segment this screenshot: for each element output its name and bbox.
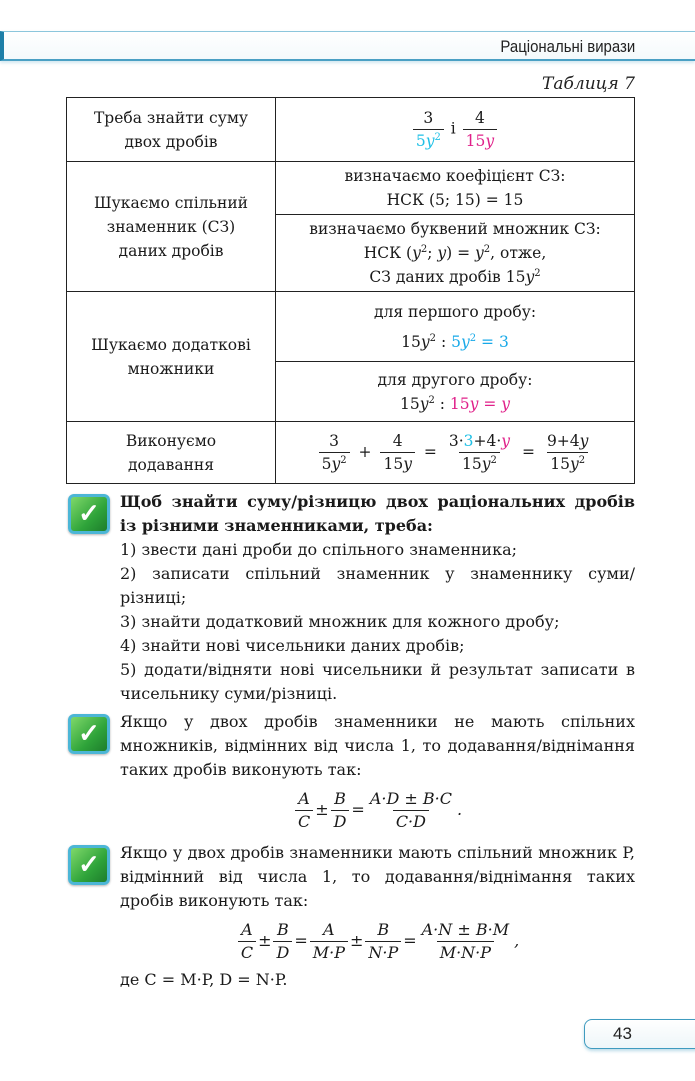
step-line: $15y^2$ : 15y = y (399, 394, 511, 413)
page-number-tab (584, 1019, 695, 1049)
denominator: $15y^2$ (459, 452, 500, 475)
numerator: 3·3+4·y (448, 432, 511, 450)
coef: 5 (415, 132, 426, 150)
var: y (420, 332, 430, 351)
fraction (319, 430, 350, 475)
numerator: 4 (474, 109, 485, 127)
label-line: Шукаємо спільний (94, 193, 248, 212)
text: ; (427, 244, 438, 262)
label-line: додавання (127, 455, 215, 474)
fraction-1 (413, 107, 444, 152)
rule-common-factor-denominators (120, 841, 635, 992)
var: y (525, 268, 535, 286)
exp: 2 (429, 332, 437, 344)
label-line: Виконуємо (125, 431, 217, 450)
row-label (67, 98, 276, 162)
result: y (501, 394, 511, 413)
rule-text: Якщо у двох дробів знаменники не мають спільних множників, відмінних від числа 1, то додавання/віднімання таких дробів виконують так: (120, 712, 635, 779)
label-line: знаменник (СЗ) (106, 217, 236, 236)
denominator: 15y (380, 452, 415, 475)
rule-step: 5) додати/відняти нові чисельники й результат записати в чисельнику суми/різниці. (120, 660, 635, 703)
method-table (66, 97, 635, 484)
text: НСК ( (363, 244, 413, 262)
step-line (282, 265, 628, 289)
checkmark-icon: ✓ (68, 845, 110, 885)
denominator (463, 129, 498, 152)
denominator (413, 129, 444, 152)
text: 15 (449, 394, 470, 413)
result: 3 (498, 332, 509, 351)
fraction (380, 430, 415, 475)
step-line (282, 241, 628, 265)
rule-step: 3) знайти додатковий множник для кожного дробу; (120, 612, 560, 631)
given-fractions (276, 98, 635, 162)
label-line: двох дробів (124, 132, 218, 151)
formula: $\frac{A}{C}$ ± $\frac{B}{D}$ = $\frac{A}{M\cdot P}$ ± $\frac{B}{N\cdot P}$ = $\frac{A\cdot N \pm B\cdot M}{M\cdot N\cdot P}$ , (120, 919, 635, 964)
step-line: визначаємо коефіцієнт СЗ: (344, 167, 566, 185)
exp: 2 (420, 243, 428, 255)
denominator: $15y^2$ (547, 452, 588, 475)
fraction-2 (463, 107, 498, 152)
rule-addition-different-denominators (120, 490, 635, 706)
text: 15 (399, 394, 420, 413)
label-line: Шукаємо додаткові (91, 335, 251, 354)
text: 5 (451, 332, 461, 351)
label-line: множники (127, 359, 215, 378)
label-line: Треба знайти суму (93, 108, 249, 127)
table-caption: Таблиця 7 (542, 74, 635, 94)
text: 15 (401, 332, 421, 351)
row-label (67, 292, 276, 422)
letter-factor-step (276, 215, 635, 292)
row-label (67, 422, 276, 484)
step-line: для першого дробу: (373, 302, 537, 321)
rule-text: Якщо у двох дробів знаменники мають спільний множник P, відмінний від числа 1, то додавання/віднімання таких дробів виконують так: (120, 843, 635, 910)
variable: y (425, 132, 435, 150)
page-number: 43 (613, 1024, 632, 1043)
coefficient-step (276, 162, 635, 215)
step-line: визначаємо буквений множник СЗ: (309, 220, 601, 238)
row-label (67, 162, 276, 292)
label-line: даних дробів (118, 241, 224, 260)
second-multiplier (276, 362, 635, 422)
var: y (412, 244, 421, 262)
fraction (446, 430, 513, 475)
divisor: $5y^2 = 3$ (451, 332, 509, 351)
text: , отже, (490, 244, 547, 262)
addition-expression (276, 422, 635, 484)
equals-sign: = (423, 442, 437, 461)
var: y (419, 394, 429, 413)
exp: 2 (483, 243, 491, 255)
equals-sign: = (522, 442, 535, 461)
connector: і (450, 119, 456, 138)
exponent: 2 (434, 131, 441, 143)
numerator: 3 (329, 432, 340, 450)
coef: 15 (465, 132, 486, 150)
chapter-title: Раціональні вирази (500, 37, 635, 56)
numerator: 4 (392, 432, 403, 450)
table-row (67, 422, 635, 484)
numerator: 3 (423, 109, 434, 127)
exp: 2 (428, 394, 435, 406)
var: y (437, 244, 447, 262)
text: ) = (446, 244, 476, 262)
rule-coprime-denominators (120, 710, 635, 839)
divisor: 15y = y (449, 394, 511, 413)
table-row (67, 162, 635, 215)
text: СЗ даних дробів 15 (369, 268, 526, 286)
plus-sign: + (358, 442, 372, 461)
table-row (67, 292, 635, 362)
variable: y (485, 132, 495, 150)
step-line: для другого дробу: (377, 370, 533, 389)
step-line: НСК (5; 15) = 15 (386, 191, 524, 209)
step-line: $15y^2$ : $5y^2 = 3$ (401, 332, 509, 351)
running-header (0, 31, 695, 61)
var: y (475, 244, 484, 262)
rule-step: 2) записати спільний знаменник у знаменнику суми/різниці; (120, 564, 635, 607)
first-multiplier (276, 292, 635, 362)
checkmark-icon: ✓ (68, 494, 110, 534)
rule-heading: Щоб знайти суму/різницю двох раціональних дробів із різними знаменниками, треба: (120, 492, 635, 535)
formula: $\frac{A}{C}$ ± $\frac{B}{D}$ = $\frac{A\cdot D \pm B\cdot C}{C\cdot D}$ . (120, 788, 635, 833)
rule-step: 1) звести дані дроби до спільного знаменника; (120, 540, 517, 559)
table-row (67, 98, 635, 162)
fraction (544, 430, 591, 475)
checkmark-icon: ✓ (68, 714, 110, 754)
numerator: 9+4y (546, 432, 589, 450)
denominator: $5y^2$ (319, 452, 350, 475)
rule-step: 4) знайти нові чисельники даних дробів; (120, 636, 465, 655)
exp: 2 (534, 267, 541, 279)
rule-note: де C = M·P, D = N·P. (120, 970, 288, 989)
